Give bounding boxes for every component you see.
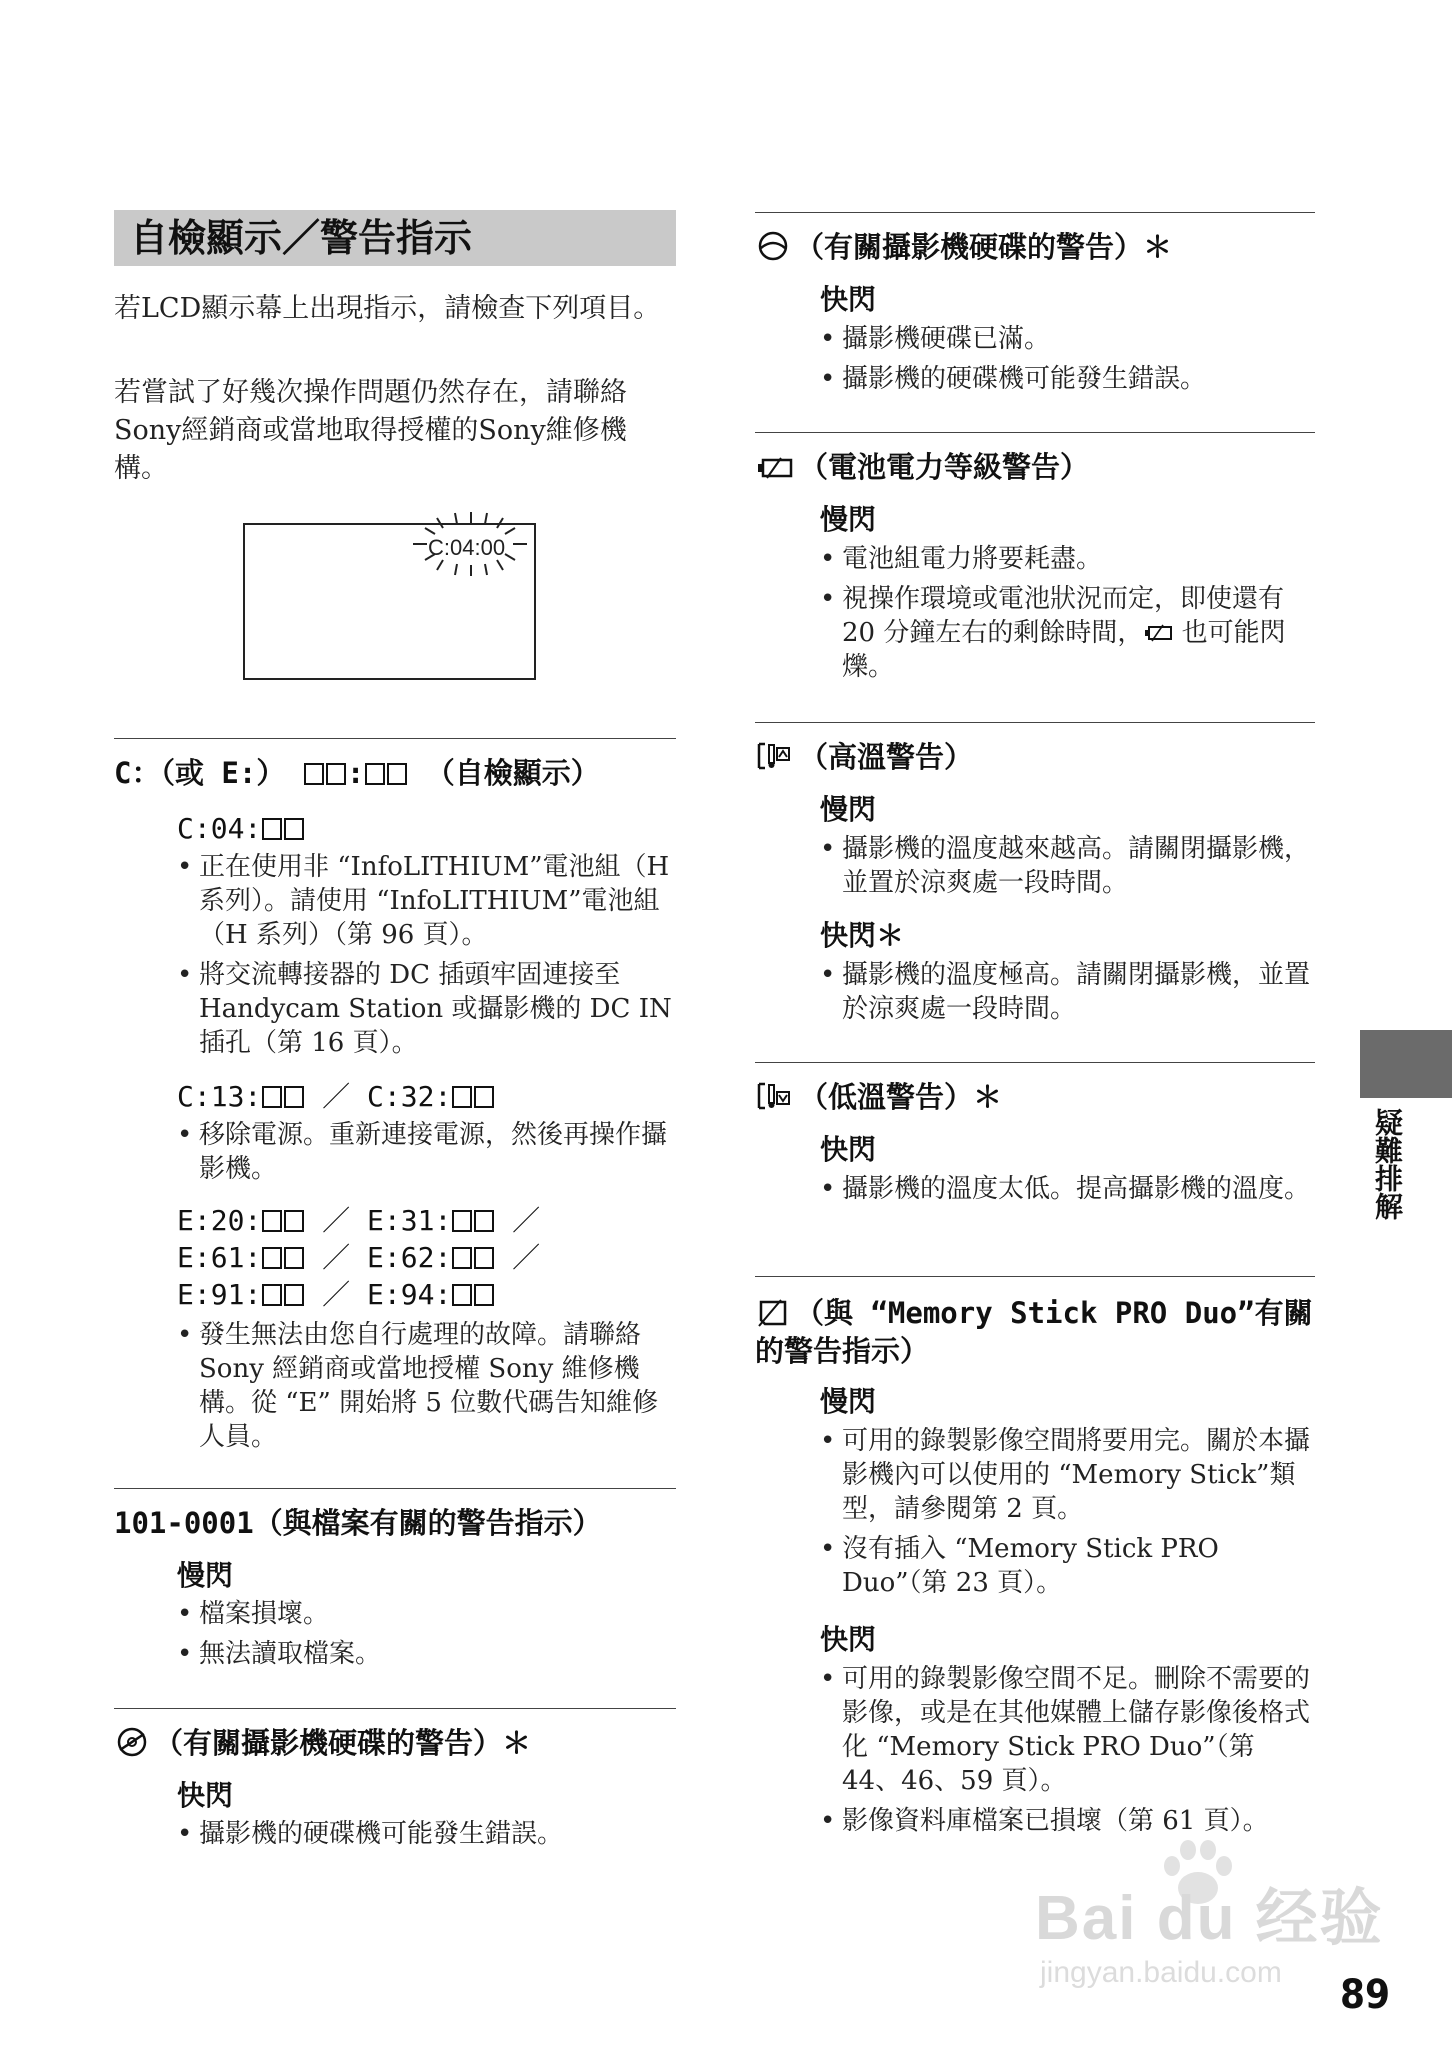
memory-stick-fast-bullet-list [820, 1662, 1320, 1844]
fast-blink-label: 快閃＊ [820, 919, 905, 952]
chapter-tab [1360, 1030, 1452, 1098]
section-divider [755, 432, 1315, 433]
hdd-left-bullet-list [177, 1817, 677, 1857]
e-series-bullet-list [177, 1318, 677, 1460]
battery-warning-heading: （電池電力等級警告） [755, 448, 1089, 486]
battery-low-icon [755, 454, 795, 482]
list-item: • 攝影機的溫度太低。提高攝影機的溫度。 [820, 1172, 1320, 1206]
watermark-brand: Bai du 经验 [1035, 1884, 1384, 1953]
c13-bullet-list [177, 1118, 677, 1192]
file-warning-bullet-list [177, 1597, 677, 1677]
file-warning-heading: 101-0001（與檔案有關的警告指示） [114, 1506, 602, 1540]
lcd-display-code: C:04:00 [428, 535, 506, 560]
section-divider [755, 1062, 1315, 1063]
list-item: • 將交流轉接器的 DC 插頭牢固連接至 Handycam Station 或攝影機的 DC IN 插孔（第 16 頁）。 [177, 958, 677, 1060]
section-divider [755, 722, 1315, 723]
high-temp-icon [755, 740, 795, 772]
slow-blink-label: 慢閃 [820, 503, 877, 536]
list-item: • 攝影機的溫度越來越高。請關閉攝影機，並置於涼爽處一段時間。 [820, 832, 1320, 900]
page-number: 89 [1340, 1972, 1391, 2018]
high-temp-fast-bullet-list [820, 958, 1320, 1032]
intro-paragraph-2: 若嘗試了好幾次操作問題仍然存在，請聯絡Sony經銷商或當地取得授權的Sony維修機構。 [114, 377, 627, 484]
fast-blink-label: 快閃 [820, 283, 877, 316]
heading-prefix: C：（或 E:） [114, 756, 286, 790]
list-item: • 檔案損壞。 [177, 1597, 677, 1631]
code-c04: C:04: [177, 810, 305, 847]
code-c13-c32: C:13: ／ C:32: [177, 1078, 495, 1115]
c04-bullet-list [177, 850, 677, 1066]
slow-blink-label: 慢閃 [177, 1559, 234, 1592]
list-item: • 攝影機的硬碟機可能發生錯誤。 [820, 362, 1320, 396]
high-temp-heading: （高溫警告） [755, 738, 973, 776]
section-divider [114, 1488, 676, 1489]
hdd-warning-heading-right: （有關攝影機硬碟的警告）＊ [755, 228, 1172, 266]
memory-stick-slow-bullet-list [820, 1424, 1320, 1606]
high-temp-slow-bullet-list [820, 832, 1320, 906]
fast-blink-label: 快閃 [177, 1779, 234, 1812]
list-item: • 影像資料庫檔案已損壞（第 61 頁）。 [820, 1804, 1320, 1838]
slow-blink-label: 慢閃 [820, 1385, 877, 1418]
battery-bullet-list [820, 542, 1320, 690]
hdd-right-bullet-list [820, 322, 1320, 402]
list-item: • 無法讀取檔案。 [177, 1637, 677, 1671]
list-item: • 可用的錄製影像空間將要用完。關於本攝影機內可以使用的 “Memory Stick”類型，請參閱第 2 頁。 [820, 1424, 1320, 1526]
hdd-full-icon [755, 230, 791, 262]
list-item: • 發生無法由您自行處理的故障。請聯絡 Sony 經銷商或當地授權 Sony 維修機構。從 “E” 開始將 5 位數代碼告知維修人員。 [177, 1318, 677, 1454]
list-item: • 攝影機硬碟已滿。 [820, 322, 1320, 356]
fast-blink-label: 快閃 [820, 1623, 877, 1656]
battery-low-icon [1143, 623, 1173, 643]
list-item: • 沒有插入 “Memory Stick PRO Duo”（第 23 頁）。 [820, 1532, 1320, 1600]
hdd-error-icon [114, 1726, 150, 1758]
list-item: • 視操作環境或電池狀況而定，即使還有 20 分鐘左右的剩餘時間， 也可能閃爍。 [820, 582, 1320, 684]
low-temp-bullet-list [820, 1172, 1320, 1212]
slow-blink-label: 慢閃 [820, 793, 877, 826]
memory-stick-icon [755, 1298, 791, 1328]
watermark-url: jingyan.baidu.com [1040, 1956, 1282, 1989]
low-temp-icon [755, 1080, 795, 1112]
list-item: • 電池組電力將要耗盡。 [820, 542, 1320, 576]
list-item: • 可用的錄製影像空間不足。刪除不需要的影像，或是在其他媒體上儲存影像後格式化 “Memory Stick PRO Duo”（第 44、46、59 頁）。 [820, 1662, 1320, 1798]
list-item: • 移除電源。重新連接電源，然後再操作攝影機。 [177, 1118, 677, 1186]
heading-suffix: （自檢顯示） [425, 756, 600, 790]
chapter-label: 疑難排解 [1371, 1108, 1404, 1220]
low-temp-heading: （低溫警告）＊ [755, 1078, 1002, 1116]
section-divider [755, 1276, 1315, 1277]
list-item: • 正在使用非 “InfoLITHIUM”電池組（H 系列）。請使用 “InfoLITHIUM”電池組（H 系列）（第 96 頁）。 [177, 850, 677, 952]
fast-blink-label: 快閃 [820, 1133, 877, 1166]
self-diagnosis-heading: C：（或 E:） : （自檢顯示） [114, 756, 600, 790]
hdd-warning-heading-left: （有關攝影機硬碟的警告）＊ [114, 1724, 531, 1762]
memory-stick-heading: （與 “Memory Stick PRO Duo”有關的警告指示） [755, 1296, 1313, 1368]
section-divider [114, 1708, 676, 1709]
list-item: • 攝影機的硬碟機可能發生錯誤。 [177, 1817, 677, 1851]
page-title: 自檢顯示／警告指示 [114, 210, 676, 266]
section-divider [114, 738, 676, 739]
intro-paragraph-1: 若LCD顯示幕上出現指示，請檢查下列項目。 [114, 293, 661, 324]
section-divider [755, 212, 1315, 213]
list-item: • 攝影機的溫度極高。請關閉攝影機，並置於涼爽處一段時間。 [820, 958, 1320, 1026]
code-e-series: E:20: ／ E:31: ／ E:61: ／ E:62: ／ E:91: ／ E:94: [177, 1204, 541, 1311]
